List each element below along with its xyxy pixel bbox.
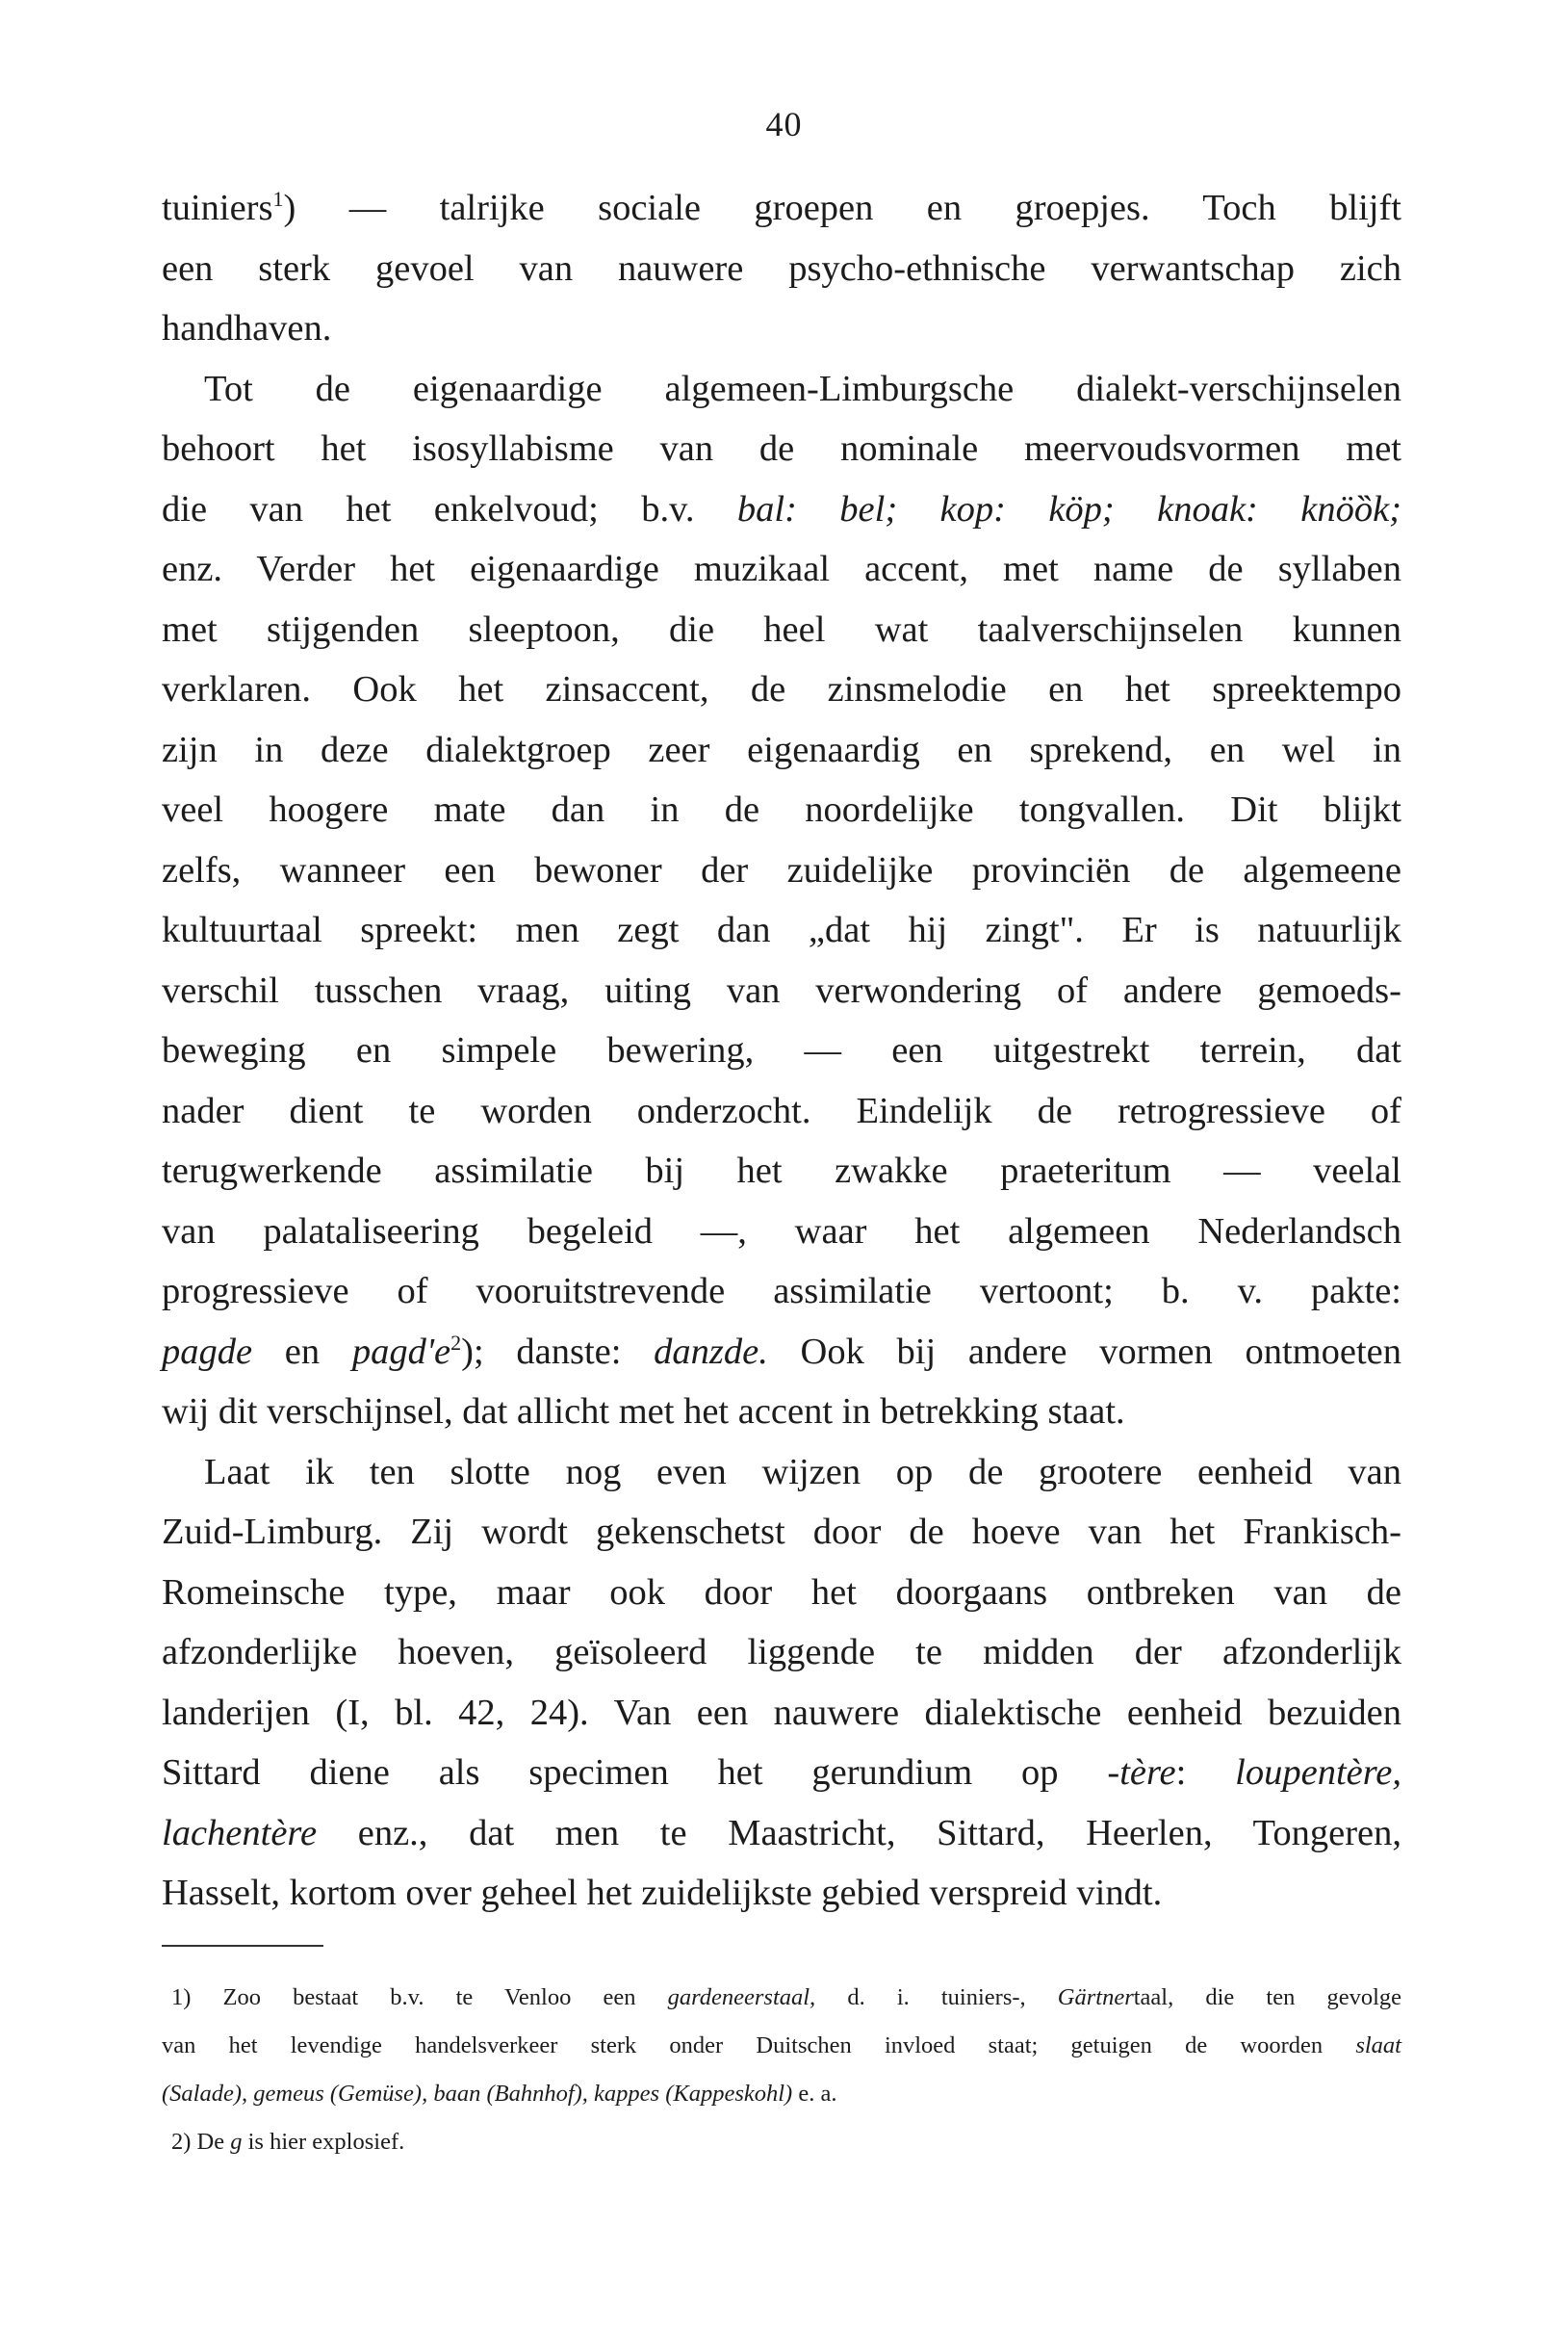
- footnotes: [162, 1974, 1401, 2166]
- example-word: danzde.: [654, 1331, 768, 1372]
- line-text: van het levendige handelsverkeer sterk onder Duitschen invloed staat; getuigen de woorden: [162, 2032, 1356, 2058]
- line-text: :: [1175, 1752, 1187, 1793]
- body-line-1: [162, 178, 1401, 239]
- footnote-marker: 2): [171, 2129, 192, 2155]
- body-line-27: [162, 1743, 1401, 1803]
- line-text: Sittard diene als specimen het gerundium op: [162, 1752, 1059, 1793]
- body-line-18: van palataliseering begeleid —, waar het algemeen Nederlandsch: [162, 1210, 1401, 1252]
- line-text: De: [196, 2129, 231, 2155]
- footnote-separator: [162, 1945, 323, 1947]
- line-text: tuiniers: [162, 188, 273, 228]
- line-text: Ook bij andere vormen ontmoeten: [767, 1331, 1401, 1372]
- body-line-22: Laat ik ten slotte nog even wijzen op de grootere eenheid van: [204, 1451, 1401, 1492]
- body-line-29: Hasselt, kortom over geheel het zuidelijkste gebied verspreid vindt.: [162, 1873, 1163, 1913]
- body-line-21: wij dit verschijnsel, dat allicht met het accent in betrekking staat.: [162, 1391, 1125, 1432]
- example-words: bal: bel; kop: köp; knoak: knöȍk;: [736, 488, 1402, 530]
- line-text: danste:: [483, 1331, 655, 1372]
- body-line-2: een sterk gevoel van nauwere psycho-ethnische verwantschap zich: [162, 247, 1401, 289]
- footnote-ref-2: 2: [450, 1330, 462, 1355]
- body-line-11: veel hoogere mate dan in de noordelijke tongvallen. Dit blijkt: [162, 789, 1401, 830]
- body-line-17: terugwerkende assimilatie bij het zwakke praeteritum — veelal: [162, 1151, 1401, 1191]
- line-text: d. i. tuiniers-,: [815, 1984, 1058, 2010]
- body-line-28: [162, 1803, 1401, 1864]
- body-line-13: kultuurtaal spreekt: men zegt dan „dat hij zingt". Er is natuurlijk: [162, 910, 1401, 950]
- example-word: pagde: [162, 1331, 253, 1372]
- body-line-12: zelfs, wanneer een bewoner der zuidelijke provinciën de algemeene: [162, 849, 1401, 891]
- example-word: gardeneerstaal,: [667, 1984, 816, 2010]
- body-line-26: landerijen (I, bl. 42, 24). Van een nauwere dialektische eenheid bezuiden: [162, 1692, 1401, 1733]
- footnote-1-line-2: [162, 2022, 1401, 2070]
- line-text: is hier explosief.: [242, 2129, 405, 2155]
- example-word: pagd'e: [351, 1331, 451, 1372]
- line-text: );: [461, 1331, 484, 1372]
- line-text: die van het enkelvoud; b.v.: [162, 488, 695, 530]
- line-text: e. a.: [792, 2081, 837, 2107]
- example-word: lachentère: [162, 1812, 318, 1853]
- body-line-14: verschil tusschen vraag, uiting van verwondering of andere gemoeds-: [162, 970, 1401, 1011]
- body-line-15: beweging en simpele bewering, — een uitgestrekt terrein, dat: [162, 1030, 1401, 1071]
- example-word: Gärtner: [1057, 1984, 1134, 2010]
- body-line-23: Zuid-Limburg. Zij wordt gekenschetst door de hoeve van het Frankisch-: [162, 1512, 1401, 1552]
- body-text: [162, 178, 1401, 1924]
- body-line-9: verklaren. Ook het zinsaccent, de zinsmelodie en het spreektempo: [162, 669, 1401, 710]
- example-word: loupentère,: [1235, 1752, 1402, 1793]
- body-line-10: zijn in deze dialektgroep zeer eigenaardig en sprekend, en wel in: [162, 729, 1401, 770]
- example-word: g: [230, 2129, 243, 2155]
- line-text: en: [252, 1331, 352, 1372]
- body-line-24: Romeinsche type, maar ook door het doorgaans ontbreken van de: [162, 1571, 1401, 1613]
- example-word: slaat: [1355, 2032, 1401, 2058]
- body-line-6: [162, 479, 1401, 540]
- body-line-16: nader dient te worden onderzocht. Eindelijk de retrogressieve of: [162, 1090, 1401, 1131]
- footnote-1-line-1: [162, 1974, 1401, 2022]
- footnote-ref-1: 1: [272, 187, 284, 212]
- body-line-4: Tot de eigenaardige algemeen-Limburgsche dialekt-verschijnselen: [204, 368, 1401, 409]
- footnote-marker: 1): [171, 1984, 192, 2010]
- page-number: 40: [765, 105, 803, 143]
- body-line-20: [162, 1322, 1401, 1383]
- body-line-7: enz. Verder het eigenaardige muzikaal accent, met name de syllaben: [162, 549, 1401, 589]
- line-text: — talrijke sociale groepen en groepjes. Toch blijft: [296, 188, 1401, 228]
- line-text: enz., dat men te Maastricht, Sittard, Heerlen, Tongeren,: [357, 1812, 1402, 1853]
- body-line-19: progressieve of vooruitstrevende assimilatie vertoont; b. v. pakte:: [162, 1271, 1401, 1311]
- line-text: Zoo bestaat b.v. te Venloo een: [222, 1984, 668, 2010]
- example-word: -tère: [1107, 1752, 1176, 1793]
- line-text: ): [283, 188, 296, 228]
- footnote-1-line-3: [162, 2070, 1401, 2118]
- line-text: taal, die ten gevolge: [1133, 1984, 1402, 2010]
- body-line-5: behoort het isosyllabisme van de nominale meervoudsvormen met: [162, 428, 1401, 469]
- example-words: (Salade), gemeus (Gemüse), baan (Bahnhof), kappes (Kappeskohl): [162, 2081, 793, 2107]
- footnote-2: [162, 2118, 1401, 2166]
- body-line-25: afzonderlijke hoeven, geïsoleerd liggende te midden der afzonderlijk: [162, 1632, 1401, 1672]
- body-line-8: met stijgenden sleeptoon, die heel wat taalverschijnselen kunnen: [162, 608, 1401, 650]
- body-line-3: handhaven.: [162, 308, 332, 349]
